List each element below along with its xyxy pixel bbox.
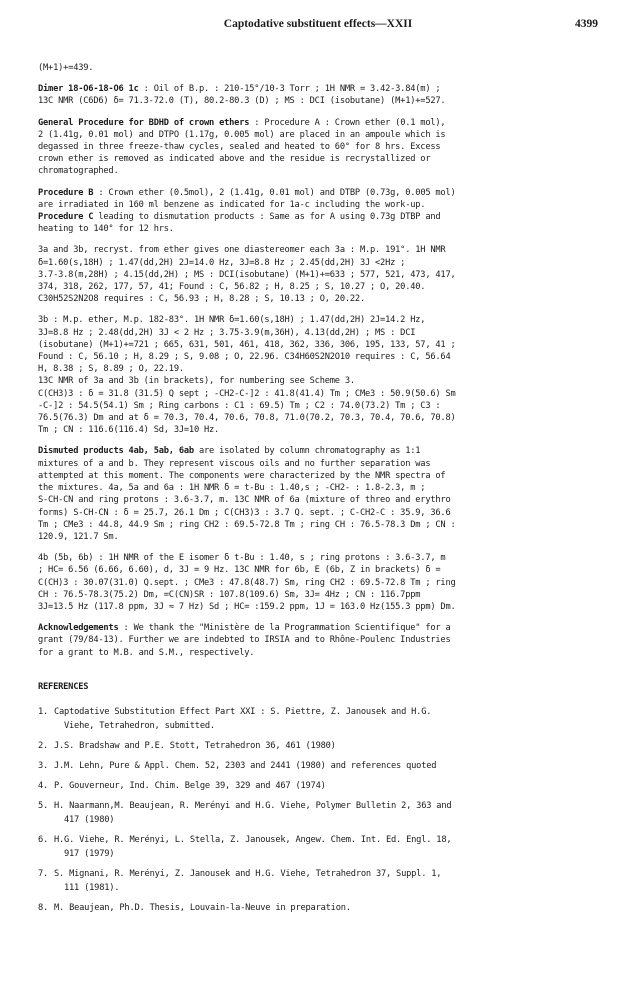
paragraph [38, 62, 598, 74]
text-line: 2 (1.41g, 0.01 mol) and DTPO (1.17g, 0.005 mol) are placed in an ampoule which is [38, 129, 446, 140]
text-line: Dismuted products 4ab, 5ab, 6ab are isolated by column chromatography as 1:1 [38, 446, 421, 457]
paragraph [38, 552, 598, 613]
text-line: attempted at this moment. The components were characterized by the NMR spectra of [38, 470, 446, 481]
text-line: (isobutane) (M+1)+=721 ; 665, 631, 501, 461, 418, 362, 336, 306, 195, 133, 57, 41 ; [38, 339, 456, 350]
text-line: crown ether is removed as indicated above and the residue is recrystallized or [38, 154, 431, 165]
reference-text [54, 799, 598, 827]
reference-line: Captodative Substitution Effect Part XXI : S. Piettre, Z. Janousek and H.G. [54, 706, 432, 717]
paragraph [38, 622, 598, 659]
reference-text [54, 833, 598, 861]
reference-item [38, 901, 598, 915]
reference-item [38, 799, 598, 827]
text-line: Procedure B : Crown ether (0.5mol), 2 (1.41g, 0.01 mol) and DTBP (0.73g, 0.005 mol) [38, 187, 456, 198]
reference-line: M. Beaujean, Ph.D. Thesis, Louvain-la-Neuve in preparation. [54, 902, 351, 913]
reference-number: 5. [38, 800, 49, 811]
text-line: Tm ; CN : 116.6(116.4) Sd, 3J=10 Hz. [38, 425, 220, 436]
reference-item [38, 759, 598, 773]
reference-line: H.G. Viehe, R. Merényi, L. Stella, Z. Janousek, Angew. Chem. Int. Ed. Engl. 18, [54, 834, 452, 845]
reference-item [38, 739, 598, 753]
references-section [38, 681, 598, 915]
reference-line: 417 (1980) [64, 814, 115, 825]
running-header [38, 18, 598, 34]
reference-item [38, 867, 598, 895]
text-line: ; HC= 6.56 (6.66, 6.60), d, 3J = 9 Hz. 13C NMR for 6b, E (6b, Z in brackets) δ = [38, 565, 441, 576]
text-line: General Procedure for BDHD of crown ethers : Procedure A : Crown ether (0.1 mol), [38, 117, 446, 128]
reference-line: 111 (1981). [64, 882, 120, 893]
running-title: Captodative substituent effects—XXII [223, 18, 413, 30]
text-line: forms) S-CH-CN : δ = 25.7, 26.1 Dm ; C(CH3)3 : 3.7 Q. sept. ; C-CH2-C : 35.9, 36.6 [38, 507, 451, 518]
reference-number: 4. [38, 780, 49, 791]
reference-text [54, 867, 598, 895]
reference-number: 3. [38, 760, 49, 771]
text-line: (M+1)+=439. [38, 63, 94, 73]
reference-line: S. Mignani, R. Merényi, Z. Janousek and H.G. Viehe, Tetrahedron 37, Suppl. 1, [54, 868, 442, 879]
text-line: heating to 140° for 12 hrs. [38, 224, 174, 235]
text-line: grant (79/84-13). Further we are indebted to IRSIA and to Rhône-Poulenc Industries [38, 635, 451, 646]
reference-line: H. Naarmann,M. Beaujean, R. Merényi and H.G. Viehe, Polymer Bulletin 2, 363 and [54, 800, 452, 811]
reference-line: J.S. Bradshaw and P.E. Stott, Tetrahedron 36, 461 (1980) [54, 740, 336, 751]
reference-item [38, 705, 598, 733]
text-line: Found : C, 56.10 ; H, 8.29 ; S, 9.08 ; O, 22.96. C34H60S2N2O10 requires : C, 56.64 [38, 352, 451, 363]
paragraph [38, 187, 598, 236]
reference-number: 6. [38, 834, 49, 845]
reference-number: 1. [38, 706, 49, 717]
text-line: CH : 76.5-78.3(75.2) Dm, =C(CN)SR : 107.8(109.6) Sm, 3J= 4Hz ; CN : 116.7ppm [38, 589, 421, 600]
reference-number: 8. [38, 902, 49, 913]
text-line: chromatographed. [38, 166, 119, 177]
paragraph [38, 83, 598, 107]
text-line: are irradiated in 160 ml benzene as indicated for 1a-c including the work-up. [38, 199, 426, 210]
text-line: 120.9, 121.7 Sm. [38, 531, 119, 542]
reference-line: J.M. Lehn, Pure & Appl. Chem. 52, 2303 and 2441 (1980) and references quoted [54, 760, 437, 771]
article-body [38, 62, 598, 921]
text-line: for a grant to M.B. and S.M., respectively. [38, 647, 255, 658]
reference-text [54, 901, 598, 915]
text-line: degassed in three freeze-thaw cycles, sealed and heated to 60° for 8 hrs. Excess [38, 142, 441, 153]
reference-number: 2. [38, 740, 49, 751]
text-line: 374, 318, 262, 177, 57, 41; Found : C, 56.82 ; H, 8.25 ; S, 10.27 ; O, 20.40. [38, 282, 426, 293]
page-number: 4399 [575, 18, 598, 30]
reference-item [38, 779, 598, 793]
reference-text [54, 779, 598, 793]
text-line: 3J=13.5 Hz (117.8 ppm, 3J ≈ 7 Hz) Sd ; HC= :159.2 ppm, 1J = 163.0 Hz(155.3 ppm) Dm. [38, 601, 456, 612]
paragraph [38, 244, 598, 305]
text-line: C30H52S2N2O8 requires : C, 56.93 ; H, 8.28 ; S, 10.13 ; O, 20.22. [38, 294, 365, 305]
text-line: Dimer 18-O6-18-O6 1c : Oil of B.p. : 210-15°/10-3 Torr ; 1H NMR = 3.42-3.84(m) ; [38, 84, 441, 95]
reference-item [38, 833, 598, 861]
reference-line: 917 (1979) [64, 848, 115, 859]
reference-line: Viehe, Tetrahedron, submitted. [64, 720, 215, 731]
reference-text [54, 759, 598, 773]
paragraph [38, 314, 598, 436]
text-line: 4b (5b, 6b) : 1H NMR of the E isomer δ t-Bu : 1.40, s ; ring protons : 3.6-3.7, m [38, 553, 446, 564]
reference-line: P. Gouverneur, Ind. Chim. Belge 39, 329 and 467 (1974) [54, 780, 326, 791]
text-line: the mixtures. 4a, 5a and 6a : 1H NMR δ = t-Bu : 1.40,s ; -CH2- : 1.8-2.3, m ; [38, 483, 426, 494]
text-line: 3a and 3b, recryst. from ether gives one diastereomer each 3a : M.p. 191°. 1H NMR [38, 245, 446, 256]
text-line: 76.5(76.3) Dm and at δ = 70.3, 70.4, 70.6, 70.8, 71.0(70.2, 70.3, 70.4, 70.6, 70.8) [38, 413, 456, 424]
text-line: S-CH-CN and ring protons : 3.6-3.7, m. 13C NMR of 6a (mixture of threo and erythro [38, 495, 451, 506]
text-line: C(CH3)3 : δ = 31.8 (31.5) Q sept ; -CH2-C-]2 : 41.8(41.4) Tm ; CMe3 : 50.9(50.6) Sm [38, 388, 456, 399]
reference-text [54, 705, 598, 733]
text-line: 13C NMR (C6D6) δ= 71.3-72.0 (T), 80.2-80.3 (D) ; MS : DCI (isobutane) (M+1)+=527. [38, 96, 446, 107]
reference-number: 7. [38, 868, 49, 879]
paragraph [38, 445, 598, 543]
text-line: δ=1.60(s,18H) ; 1.47(dd,2H) 2J=14.0 Hz, 3J=8.8 Hz ; 2.45(dd,2H) 3J <2Hz ; [38, 257, 406, 268]
text-line: Acknowledgements : We thank the "Ministère de la Programmation Scientifique" for a [38, 623, 451, 634]
text-line: C(CH)3 : 30.07(31.0) Q.sept. ; CMe3 : 47.8(48.7) Sm, ring CH2 : 69.5-72.8 Tm ; ring [38, 577, 456, 588]
text-line: 3b : M.p. ether, M.p. 182-83°. 1H NMR δ=1.60(s,18H) ; 1.47(dd,2H) 2J=14.2 Hz, [38, 315, 426, 326]
text-line: 3J=8.8 Hz ; 2.48(dd,2H) 3J < 2 Hz ; 3.75-3.9(m,36H), 4.13(dd,2H) ; MS : DCI [38, 327, 416, 338]
text-line: H, 8.38 ; S, 8.89 ; O, 22.19. [38, 364, 184, 375]
reference-text [54, 739, 598, 753]
text-line: Tm ; CMe3 : 44.8, 44.9 Sm ; ring CH2 : 69.5-72.8 Tm ; ring CH : 76.5-78.3 Dm ; CN : [38, 519, 456, 530]
references-heading: REFERENCES [38, 681, 89, 692]
text-line: mixtures of a and b. They represent viscous oils and no further separation was [38, 458, 431, 469]
text-line: -C-]2 : 54.5(54.1) Sm ; Ring carbons : C1 : 69.5) Tm ; C2 : 74.0(73.2) Tm ; C3 : [38, 400, 441, 411]
text-line: Procedure C leading to dismutation products : Same as for A using 0.73g DTBP and [38, 212, 441, 223]
paragraph [38, 117, 598, 178]
text-line: 3.7-3.8(m,28H) ; 4.15(dd,2H) ; MS : DCI(isobutane) (M+1)+=633 ; 577, 521, 473, 417, [38, 269, 456, 280]
text-line: 13C NMR of 3a and 3b (in brackets), for numbering see Scheme 3. [38, 376, 355, 387]
